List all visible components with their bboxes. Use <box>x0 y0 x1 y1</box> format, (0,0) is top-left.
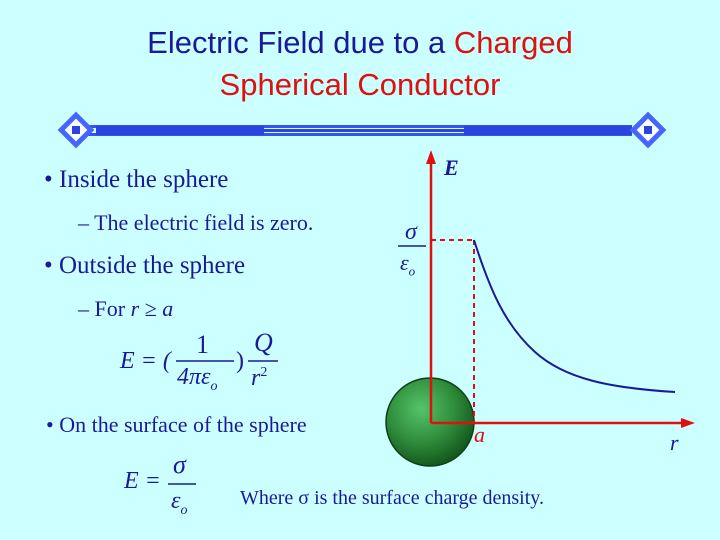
title-part-2: Charged <box>453 25 573 60</box>
sigma-label-denominator <box>400 250 415 279</box>
radius-label: a <box>474 422 485 447</box>
right-ornament-icon <box>630 112 667 149</box>
formula-surface-den-sub: o <box>180 502 188 518</box>
formula-outside-r-exp: 2 <box>260 365 268 380</box>
bullet-outside <box>44 252 245 280</box>
bullet-outside-text: • Outside the sphere <box>44 252 246 279</box>
condition-expression: r ≥ a <box>130 296 174 321</box>
sigma-label-numerator: σ <box>405 219 417 245</box>
x-axis-arrow-icon <box>681 418 695 428</box>
formula-outside-r <box>251 365 267 392</box>
formula-surface-denominator <box>171 488 187 519</box>
divider-bar <box>88 125 632 136</box>
title-line-2: Spherical Conductor <box>219 67 501 102</box>
formula-outside-q: Q <box>254 328 273 357</box>
bullet-inside-sub: – The electric field is zero. <box>78 210 314 235</box>
bullet-inside: • Inside the sphere <box>44 166 229 193</box>
formula-outside-lhs: E = ( <box>120 348 171 374</box>
y-axis-arrow-icon <box>426 150 436 164</box>
bullet-outside-sub <box>78 296 173 322</box>
condition-prefix: – For <box>78 296 126 321</box>
formula-outside-denominator <box>177 364 217 395</box>
formula-surface-den-text: ε <box>171 488 181 514</box>
formula-outside-den-text: 4πε <box>177 364 211 390</box>
sigma-label-den-sub: o <box>408 263 416 279</box>
field-curve <box>474 240 675 392</box>
sigma-label-den-text: ε <box>400 250 409 275</box>
y-axis-label: E <box>444 155 459 180</box>
left-ornament-icon <box>58 112 95 149</box>
field-graph <box>386 150 695 466</box>
formula-surface-numerator: σ <box>173 450 186 479</box>
formula-outside-den-sub: o <box>210 378 218 394</box>
title-part-1: Electric Field due to a <box>147 25 446 60</box>
surface-charge-note: Where σ is the surface charge density. <box>240 487 544 509</box>
formula-outside-numerator: 1 <box>196 330 209 359</box>
formula-outside-close-paren: ) <box>236 348 244 374</box>
formula-outside-r-text: r <box>251 365 261 391</box>
formula-surface-lhs: E = <box>124 468 161 494</box>
bullet-surface: • On the surface of the sphere <box>46 412 307 437</box>
x-axis-label: r <box>670 430 679 455</box>
